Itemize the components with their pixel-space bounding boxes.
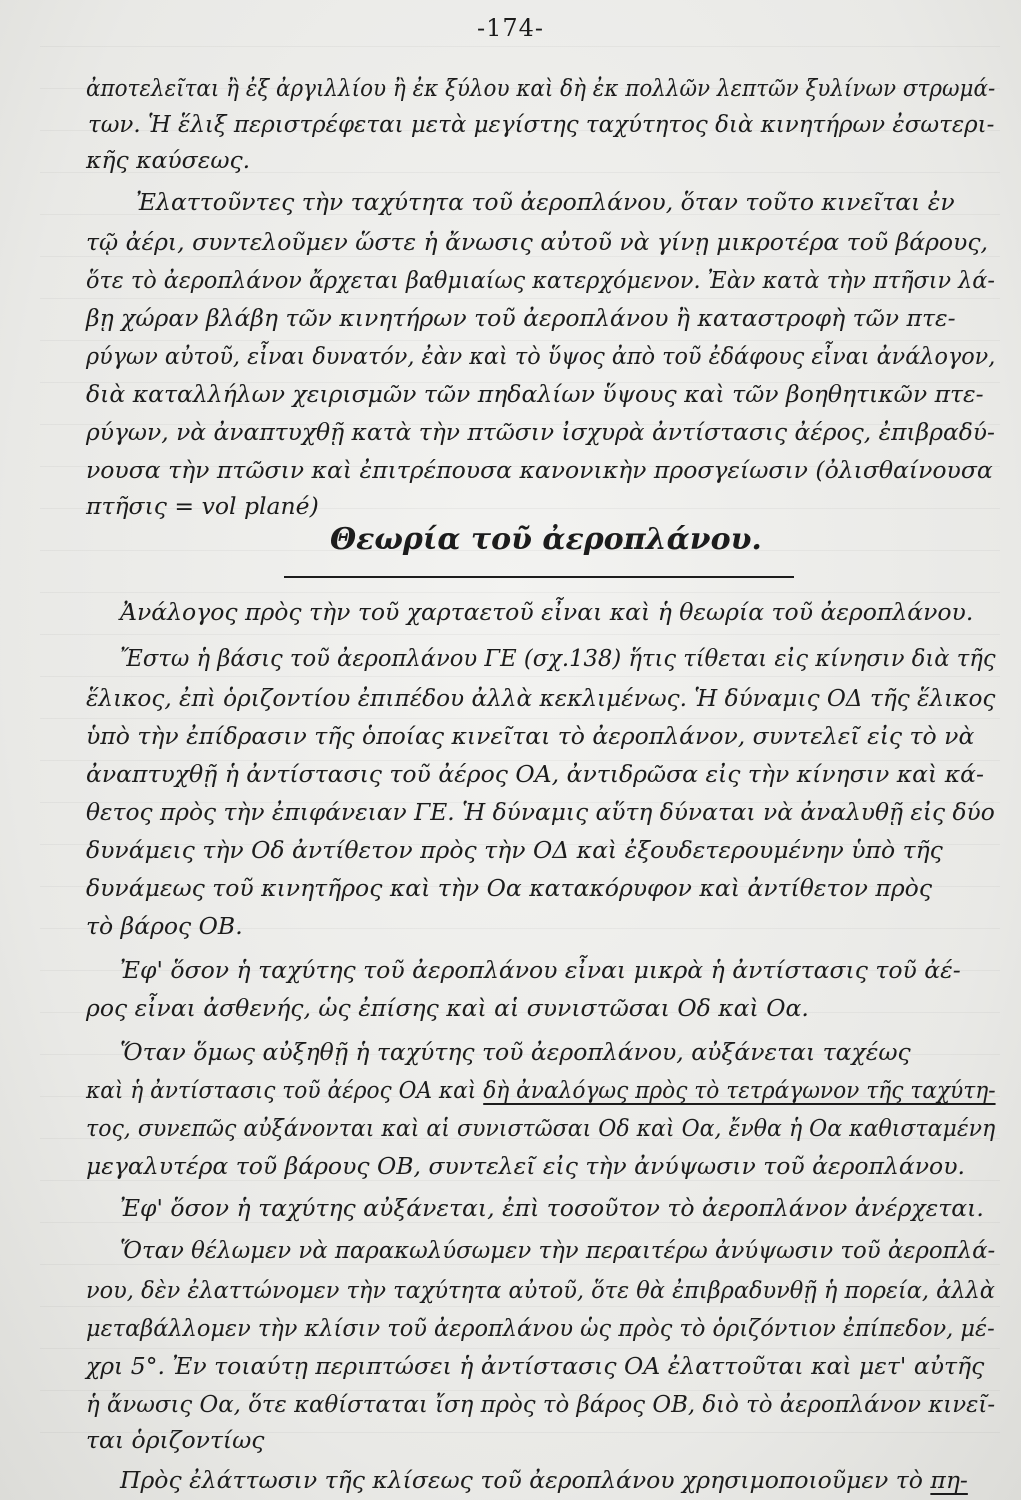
text-line: μεταβάλλομεν τὴν κλίσιν τοῦ ἀεροπλάνου ὡς πρὸς τὸ ὁριζόντιον ἐπίπεδον, μέ-	[86, 1314, 995, 1342]
text-line-with-underline	[86, 1074, 996, 1106]
text-line: ὅτε τὸ ἀεροπλάνον ἄρχεται βαθμιαίως κατερχόμενον. Ἐὰν κατὰ τὴν πτῆσιν λά-	[86, 266, 995, 294]
section-heading: Θεωρία τοῦ ἀεροπλάνου.	[330, 522, 762, 557]
text-line: τὸ βάρος ΟΒ.	[86, 912, 243, 940]
text-line: βῃ χώραν βλάβη τῶν κινητήρων τοῦ ἀεροπλάνου ἢ καταστροφὴ τῶν πτε-	[86, 304, 956, 332]
text-line: ἀναπτυχθῇ ἡ ἀντίστασις τοῦ ἀέρος ΟΑ, ἀντιδρῶσα εἰς τὴν κίνησιν καὶ κά-	[86, 760, 984, 788]
text-segment: Πρὸς ἐλάττωσιν τῆς κλίσεως τοῦ ἀεροπλάνου χρησιμοποιοῦμεν τὸ	[120, 1466, 931, 1494]
text-line-with-underline	[120, 1464, 968, 1496]
text-line: ἀποτελεῖται ἢ ἐξ ἀργιλλίου ἢ ἐκ ξύλου καὶ δὴ ἐκ πολλῶν λεπτῶν ξυλίνων στρωμά-	[86, 74, 996, 102]
page-number: -174-	[476, 14, 545, 42]
text-line: ρος εἶναι ἀσθενής, ὡς ἐπίσης καὶ αἱ συνιστῶσαι Οδ καὶ Οα.	[86, 994, 809, 1022]
underlined-phrase: δὴ ἀναλόγως πρὸς τὸ τετράγωνον τῆς ταχύτη-	[483, 1076, 996, 1104]
heading-underline	[284, 576, 794, 578]
text-line: νου, δὲν ἐλαττώνομεν τὴν ταχύτητα αὐτοῦ, ὅτε θὰ ἐπιβραδυνθῇ ἡ πορεία, ἀλλὰ	[86, 1276, 995, 1304]
text-line: διὰ καταλλήλων χειρισμῶν τῶν πηδαλίων ὕψους καὶ τῶν βοηθητικῶν πτε-	[86, 380, 984, 408]
text-line: Ἐφ' ὅσον ἡ ταχύτης τοῦ ἀεροπλάνου εἶναι μικρὰ ἡ ἀντίστασις τοῦ ἀέ-	[120, 956, 961, 984]
text-line: Ἐλαττοῦντες τὴν ταχύτητα τοῦ ἀεροπλάνου, ὅταν τοῦτο κινεῖται ἐν	[136, 188, 955, 216]
text-line: Ὅταν θέλωμεν νὰ παρακωλύσωμεν τὴν περαιτέρω ἀνύψωσιν τοῦ ἀεροπλά-	[120, 1236, 996, 1264]
text-line: Ἔστω ἡ βάσις τοῦ ἀεροπλάνου ΓΕ (σχ.138) ἥτις τίθεται εἰς κίνησιν διὰ τῆς	[120, 644, 996, 672]
underlined-phrase: πη-	[930, 1466, 968, 1494]
text-line: κῆς καύσεως.	[86, 146, 251, 174]
text-line: τῷ ἀέρι, συντελοῦμεν ὥστε ἡ ἄνωσις αὐτοῦ νὰ γίνῃ μικροτέρα τοῦ βάρους,	[86, 228, 988, 256]
text-line: Ἐφ' ὅσον ἡ ταχύτης αὐξάνεται, ἐπὶ τοσοῦτον τὸ ἀεροπλάνον ἀνέρχεται.	[120, 1194, 984, 1222]
text-line: των. Ἡ ἕλιξ περιστρέφεται μετὰ μεγίστης ταχύτητος διὰ κινητήρων ἐσωτερι-	[88, 110, 995, 138]
text-line: Ἀνάλογος πρὸς τὴν τοῦ χαρταετοῦ εἶναι καὶ ἡ θεωρία τοῦ ἀεροπλάνου.	[120, 598, 974, 626]
text-line: ὑπὸ τὴν ἐπίδρασιν τῆς ὁποίας κινεῖται τὸ ἀεροπλάνον, συντελεῖ εἰς τὸ νὰ	[86, 722, 975, 750]
text-line: ρύγων αὐτοῦ, εἶναι δυνατόν, ἐὰν καὶ τὸ ὕψος ἀπὸ τοῦ ἐδάφους εἶναι ἀνάλογον,	[86, 342, 996, 370]
text-line: μεγαλυτέρα τοῦ βάρους ΟΒ, συντελεῖ εἰς τὴν ἀνύψωσιν τοῦ ἀεροπλάνου.	[86, 1152, 965, 1180]
text-line: ται ὁριζοντίως	[86, 1426, 265, 1454]
text-line: ἡ ἄνωσις Οα, ὅτε καθίσταται ἴση πρὸς τὸ βάρος ΟΒ, διὸ τὸ ἀεροπλάνον κινεῖ-	[86, 1390, 996, 1418]
text-line: πτῆσις = vol plané)	[86, 492, 319, 520]
text-line: χρι 5°. Ἐν τοιαύτῃ περιπτώσει ἡ ἀντίστασις ΟΑ ἐλαττοῦται καὶ μετ' αὐτῆς	[86, 1352, 985, 1380]
text-segment: καὶ ἡ ἀντίστασις τοῦ ἀέρος ΟΑ καὶ	[86, 1076, 484, 1104]
text-line: νουσα τὴν πτῶσιν καὶ ἐπιτρέπουσα κανονικὴν προσγείωσιν (ὀλισθαίνουσα	[86, 456, 993, 484]
text-line: τος, συνεπῶς αὐξάνονται καὶ αἱ συνιστῶσαι Οδ καὶ Οα, ἔνθα ἡ Οα καθισταμένη	[86, 1114, 996, 1142]
text-line: δυνάμεις τὴν Οδ ἀντίθετον πρὸς τὴν ΟΔ καὶ ἐξουδετερουμένην ὑπὸ τῆς	[86, 836, 943, 864]
text-line: θετος πρὸς τὴν ἐπιφάνειαν ΓΕ. Ἡ δύναμις αὕτη δύναται νὰ ἀναλυθῇ εἰς δύο	[86, 798, 995, 826]
text-line: Ὅταν ὅμως αὐξηθῇ ἡ ταχύτης τοῦ ἀεροπλάνου, αὐξάνεται ταχέως	[120, 1038, 911, 1066]
text-line: ρύγων, νὰ ἀναπτυχθῇ κατὰ τὴν πτῶσιν ἰσχυρὰ ἀντίστασις ἀέρος, ἐπιβραδύ-	[86, 418, 995, 446]
text-line: δυνάμεως τοῦ κινητῆρος καὶ τὴν Οα κατακόρυφον καὶ ἀντίθετον πρὸς	[86, 874, 932, 902]
text-line: ἕλικος, ἐπὶ ὁριζοντίου ἐπιπέδου ἀλλὰ κεκλιμένως. Ἡ δύναμις ΟΔ τῆς ἕλικος	[86, 684, 996, 712]
